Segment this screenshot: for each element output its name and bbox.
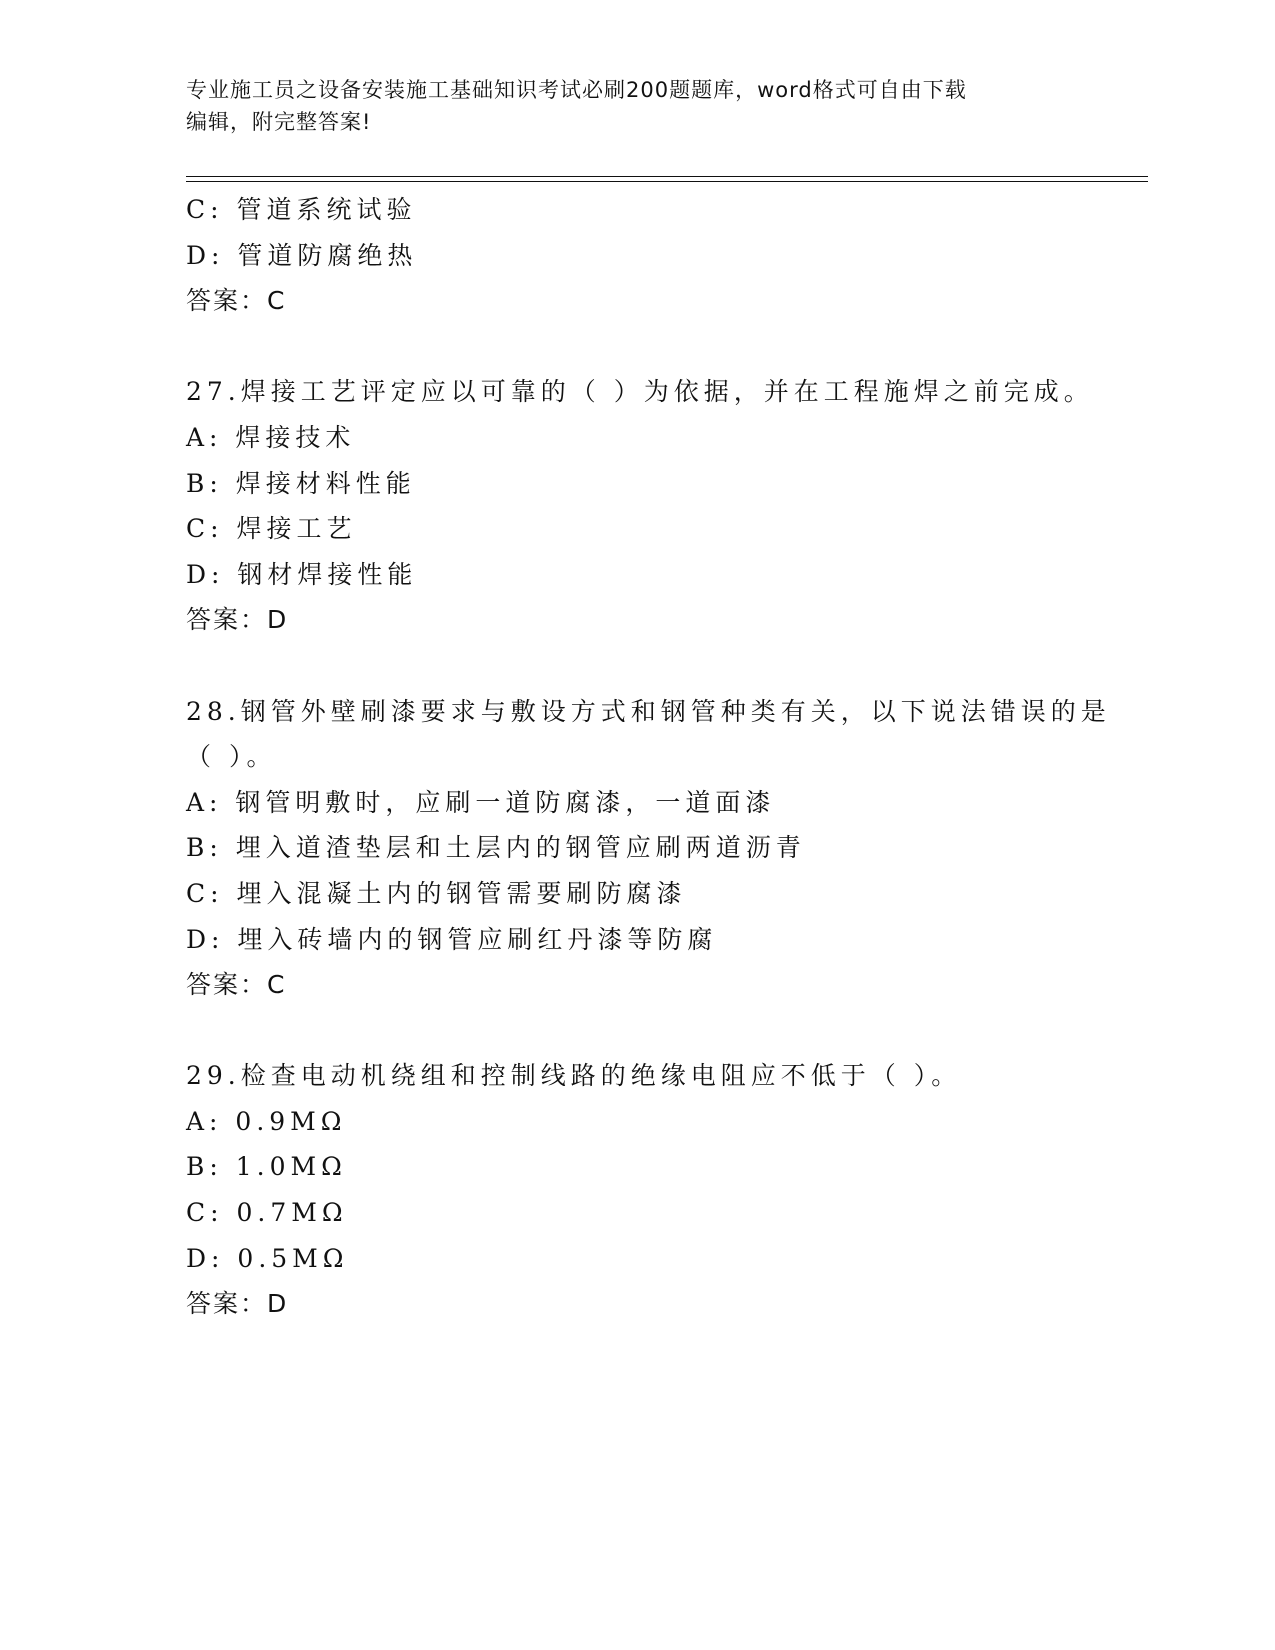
option-c: C: 埋入混凝土内的钢管需要刷防腐漆 (186, 878, 687, 908)
option-c: C: 管道系统试验 (186, 195, 417, 224)
header-divider-top (186, 176, 1148, 177)
answer-text: 答案：C (186, 286, 287, 316)
option-b: B: 焊接材料性能 (186, 468, 416, 498)
header-line-1: 专业施工员之设备安装施工基础知识考试必刷200题题库，word格式可自由下载 (186, 78, 967, 102)
document-header (186, 74, 1066, 138)
option-d: D: 0.5MΩ (186, 1243, 349, 1273)
header-divider-bottom (186, 181, 1148, 182)
answer-text: 答案：D (186, 1289, 289, 1319)
option-b: B: 埋入道渣垫层和土层内的钢管应刷两道沥青 (186, 833, 806, 863)
question-list (186, 187, 1126, 1327)
question-stem-29: 29.检查电动机绕组和控制线路的绝缘电阻应不低于（ ）。 (186, 1061, 962, 1091)
spacer (186, 643, 1126, 689)
option-a: A: 0.9MΩ (186, 1106, 347, 1136)
option-a: A: 焊接技术 (186, 422, 356, 452)
option-c: C: 焊接工艺 (186, 514, 357, 544)
answer-text: 答案：C (186, 970, 287, 1000)
question-stem-27: 27.焊接工艺评定应以可靠的（ ）为依据，并在工程施焊之前完成。 (186, 377, 1094, 407)
option-b: B: 1.0MΩ (186, 1152, 347, 1182)
option-d: D: 钢材焊接性能 (186, 559, 418, 589)
option-d: D: 管道防腐绝热 (186, 240, 418, 270)
option-a: A: 钢管明敷时，应刷一道防腐漆，一道面漆 (186, 787, 776, 817)
spacer (186, 1008, 1126, 1054)
option-c: C: 0.7MΩ (186, 1198, 348, 1228)
question-stem-28-continued: （ ）。 (186, 742, 277, 772)
header-line-2: 编辑，附完整答案! (186, 110, 372, 134)
question-stem-28: 28.钢管外壁刷漆要求与敷设方式和钢管种类有关，以下说法错误的是 (186, 696, 1111, 726)
answer-text: 答案：D (186, 605, 289, 635)
option-d: D: 埋入砖墙内的钢管应刷红丹漆等防腐 (186, 924, 718, 954)
spacer (186, 324, 1126, 370)
